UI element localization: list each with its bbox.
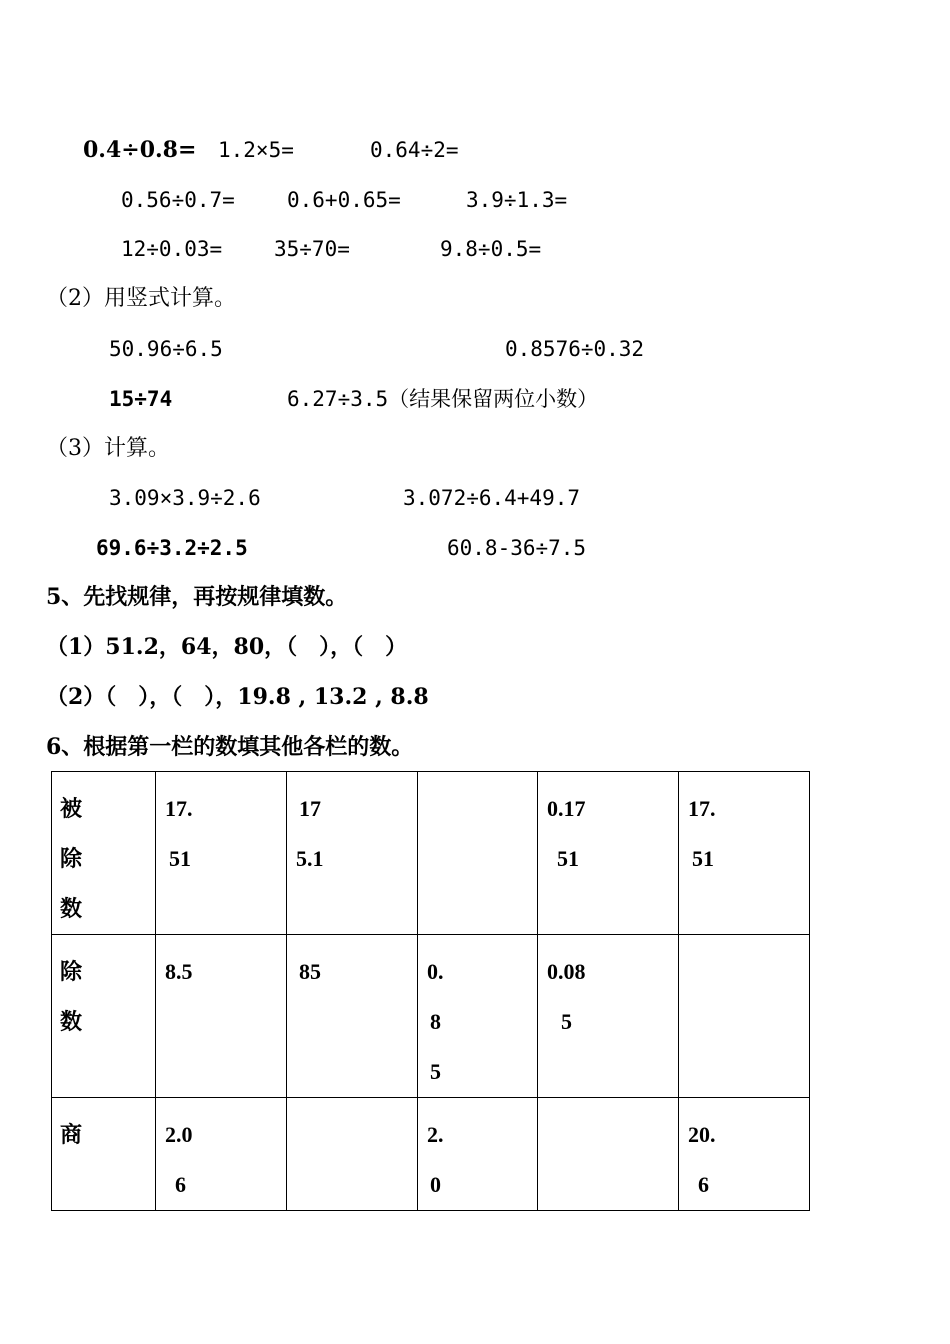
table-cell-empty[interactable] — [418, 772, 538, 935]
table-row-divisor — [52, 935, 810, 1098]
cell-line: 0.17 — [547, 796, 586, 821]
row-header-dividend — [52, 772, 156, 935]
cell-line: 2. — [427, 1122, 444, 1147]
oral-calc-1-2: 1.2×5= — [218, 138, 294, 162]
cell-line: 17. — [688, 796, 716, 821]
q5-line-2: （2）（ ），（ ），19.8 , 13.2 , 8.8 — [46, 684, 429, 710]
q6-heading: 6、根据第一栏的数填其他各栏的数。 — [46, 734, 414, 760]
part3-item-2: 3.072÷6.4+49.7 — [403, 486, 581, 510]
q5-line-1: （1）51.2，64，80，（ ），（ ） — [46, 634, 408, 660]
table-cell[interactable] — [679, 772, 810, 935]
cell-line: 17 — [299, 796, 321, 821]
oral-calc-3-3: 9.8÷0.5= — [440, 237, 542, 261]
table-cell-empty[interactable] — [679, 935, 810, 1098]
q5-heading: 5、先找规律，再按规律填数。 — [46, 584, 348, 610]
oral-calc-2-3: 3.9÷1.3= — [466, 188, 568, 212]
part3-heading: （3）计算。 — [46, 436, 170, 461]
table-cell[interactable] — [156, 935, 287, 1098]
oral-calc-2-1: 0.56÷0.7= — [121, 188, 235, 212]
part2-item-4: 6.27÷3.5（结果保留两位小数） — [287, 387, 599, 411]
table-row-dividend — [52, 772, 810, 935]
cell-line: 0. — [427, 959, 444, 984]
cell-line: 5 — [430, 1059, 441, 1084]
table-cell[interactable] — [156, 1098, 287, 1211]
table-cell[interactable] — [287, 935, 418, 1098]
oral-calc-2-2: 0.6+0.65= — [287, 188, 401, 212]
division-table — [51, 771, 810, 1211]
table-cell[interactable] — [538, 935, 679, 1098]
cell-line: 8.5 — [165, 959, 193, 984]
cell-line: 6 — [175, 1172, 186, 1197]
part3-item-3: 69.6÷3.2÷2.5 — [96, 536, 248, 560]
cell-line: 6 — [698, 1172, 709, 1197]
table-row-quotient — [52, 1098, 810, 1211]
header-char: 除 — [60, 959, 83, 984]
row-header-quotient — [52, 1098, 156, 1211]
cell-line: 85 — [299, 959, 321, 984]
cell-line: 2.0 — [165, 1122, 193, 1147]
table-cell[interactable] — [418, 1098, 538, 1211]
cell-line: 5.1 — [296, 846, 324, 871]
part2-item-3: 15÷74 — [109, 387, 173, 411]
table-cell[interactable] — [679, 1098, 810, 1211]
part2-item-2: 0.8576÷0.32 — [505, 337, 645, 361]
cell-line: 51 — [692, 846, 714, 871]
header-char: 数 — [60, 896, 83, 921]
cell-line: 20. — [688, 1122, 716, 1147]
oral-calc-3-2: 35÷70= — [274, 237, 350, 261]
cell-line: 0.08 — [547, 959, 586, 984]
table-cell[interactable] — [156, 772, 287, 935]
header-char: 除 — [60, 846, 83, 871]
part2-item-1: 50.96÷6.5 — [109, 337, 223, 361]
cell-line: 51 — [169, 846, 191, 871]
cell-line: 0 — [430, 1172, 441, 1197]
part3-item-4: 60.8-36÷7.5 — [447, 536, 587, 560]
table-cell[interactable] — [287, 772, 418, 935]
cell-line: 8 — [430, 1009, 441, 1034]
header-char: 数 — [60, 1009, 83, 1034]
part3-item-1: 3.09×3.9÷2.6 — [109, 486, 261, 510]
header-char: 商 — [60, 1122, 83, 1147]
row-header-divisor — [52, 935, 156, 1098]
part2-heading: （2）用竖式计算。 — [46, 286, 236, 311]
cell-line: 51 — [557, 846, 579, 871]
cell-line: 5 — [561, 1009, 572, 1034]
table-cell-empty[interactable] — [538, 1098, 679, 1211]
oral-calc-1-1: 0.4÷0.8= — [83, 137, 197, 163]
oral-calc-1-3: 0.64÷2= — [370, 138, 459, 162]
header-char: 被 — [60, 796, 83, 821]
table-cell[interactable] — [418, 935, 538, 1098]
oral-calc-3-1: 12÷0.03= — [121, 237, 223, 261]
table-cell[interactable] — [538, 772, 679, 935]
table-cell-empty[interactable] — [287, 1098, 418, 1211]
cell-line: 17. — [165, 796, 193, 821]
